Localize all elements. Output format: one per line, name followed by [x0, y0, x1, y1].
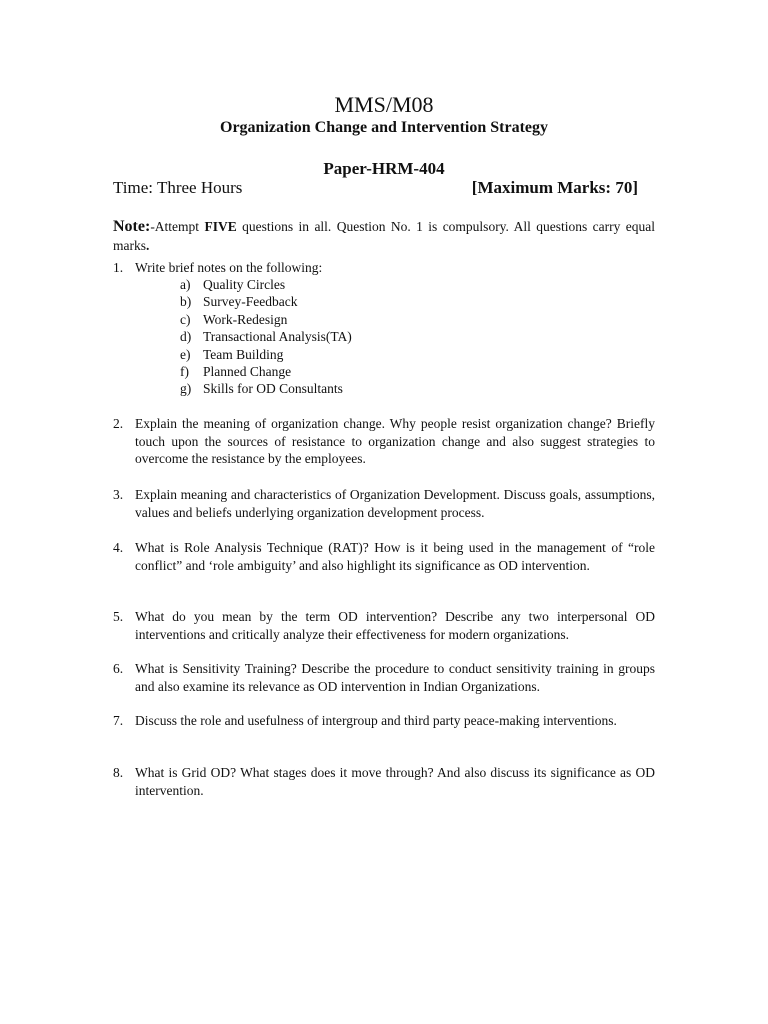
subitem-letter: f) — [180, 363, 189, 379]
subitem-letter: a) — [180, 277, 191, 292]
instructions-note — [113, 217, 655, 255]
question-number: 3. — [113, 487, 124, 502]
question-6 — [113, 660, 655, 695]
list-item — [180, 311, 480, 328]
subitem-text: Survey-Feedback — [203, 294, 298, 310]
question-text: Explain meaning and characteristics of Organization Development. Discuss goals, assumptions, values and beliefs underlying organization development process. — [135, 487, 655, 520]
question-3 — [113, 486, 655, 521]
note-emphasis: FIVE — [204, 219, 237, 234]
note-end: . — [146, 238, 150, 253]
list-item — [180, 293, 480, 310]
question-number: 2. — [113, 416, 124, 431]
question-text: What is Grid OD? What stages does it move through? And also discuss its significance as OD intervention. — [135, 765, 655, 798]
subitem-letter: g) — [180, 381, 192, 397]
subitem-text: Quality Circles — [203, 277, 286, 292]
question-1-subitems — [180, 276, 480, 398]
subitem-letter: c) — [180, 311, 191, 327]
subitem-text: Transactional Analysis(TA) — [203, 329, 352, 345]
subitem-text: Planned Change — [203, 363, 292, 379]
subitem-text: Work-Redesign — [203, 311, 288, 327]
note-label: Note: — [113, 218, 151, 235]
question-4 — [113, 539, 655, 574]
list-item — [180, 346, 480, 363]
question-number: 5. — [113, 609, 124, 624]
maximum-marks: [Maximum Marks: 70] — [471, 178, 638, 197]
question-1 — [113, 259, 655, 277]
question-number: 7. — [113, 713, 124, 728]
question-text: Discuss the role and usefulness of intergroup and third party peace-making interventions. — [135, 713, 617, 728]
list-item — [180, 380, 480, 397]
subitem-letter: d) — [180, 329, 192, 345]
question-text: Explain the meaning of organization change. Why people resist organization change? Briefly touch upon the sources of resistance to organization change and also suggest strategies to overcome the resistance by the employees. — [135, 416, 655, 466]
subitem-text: Team Building — [203, 346, 284, 362]
question-5 — [113, 608, 655, 643]
question-text: What is Sensitivity Training? Describe the procedure to conduct sensitivity training in groups and also examine its relevance as OD intervention in Indian Organizations. — [135, 661, 655, 694]
course-code: MMS/M08 — [334, 92, 434, 117]
question-text: What is Role Analysis Technique (RAT)? How is it being used in the management of “role conflict” and ‘role ambiguity’ and also highlight its significance as OD intervention. — [135, 540, 655, 573]
question-7 — [113, 712, 655, 730]
question-8 — [113, 764, 655, 799]
note-prefix: -Attempt — [150, 219, 205, 234]
question-2 — [113, 415, 655, 468]
note-text: questions in all. Question No. 1 is compulsory. All questions carry equal marks — [113, 219, 656, 253]
list-item — [180, 328, 480, 345]
paper-code: Paper-HRM-404 — [323, 159, 445, 178]
subitem-letter: b) — [180, 294, 192, 310]
list-item — [180, 276, 480, 293]
time-allowed: Time: Three Hours — [113, 178, 243, 197]
question-text: Write brief notes on the following: — [135, 260, 323, 275]
subitem-text: Skills for OD Consultants — [203, 381, 343, 397]
question-number: 4. — [113, 540, 124, 555]
course-title: Organization Change and Intervention Strategy — [220, 119, 548, 136]
subitem-letter: e) — [180, 346, 191, 362]
question-text: What do you mean by the term OD intervention? Describe any two interpersonal OD interventions and critically analyze their effectiveness for modern organizations. — [135, 609, 655, 642]
list-item — [180, 363, 480, 380]
question-number: 1. — [113, 260, 124, 275]
question-number: 6. — [113, 661, 124, 676]
question-number: 8. — [113, 765, 124, 780]
